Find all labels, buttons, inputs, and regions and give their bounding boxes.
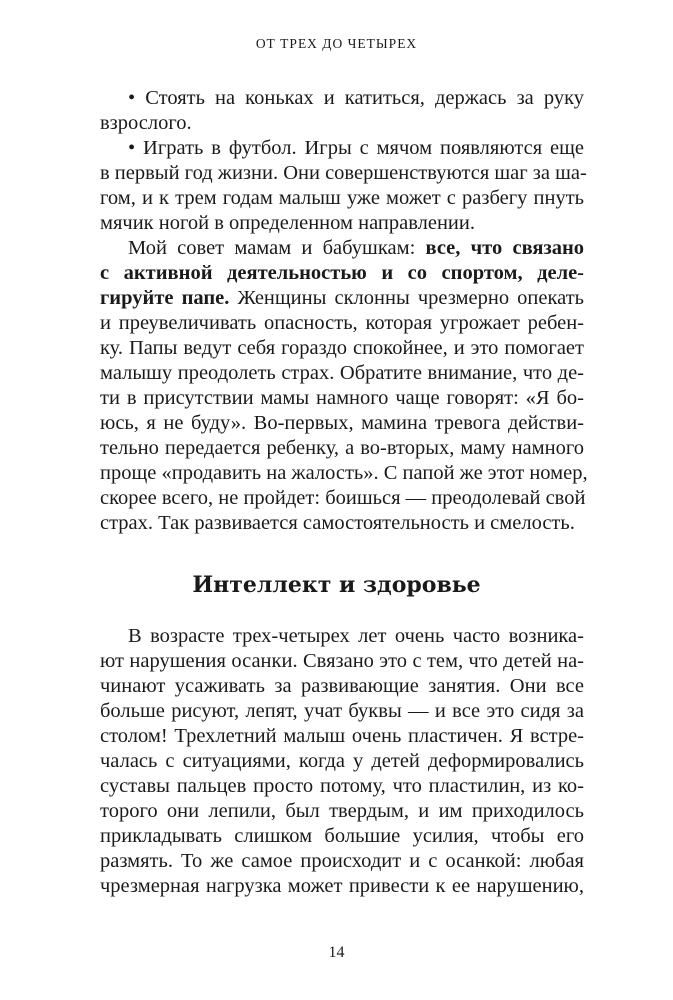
page-number: 14 xyxy=(328,944,345,961)
text-line: скорее всего, не пройдет: боишься — преодолевай свой xyxy=(100,487,586,509)
text-line: чрезмерная нагрузка может привести к ее нарушению, xyxy=(100,875,584,897)
text-line: чинают усаживать за развивающие занятия. Они все xyxy=(100,675,584,697)
text-line: страх. Так развивается самостоятельность и смелость. xyxy=(100,512,575,534)
text-line: чалась с ситуациями, когда у детей деформировались xyxy=(100,750,584,772)
text-line: мячик ногой в определенном направлении. xyxy=(100,212,475,234)
text-line-mixed xyxy=(100,236,584,261)
text-line: торого они лепили, был твердым, и им приходилось xyxy=(100,800,584,822)
text-run: Мой совет мамам и бабушкам: xyxy=(128,237,416,259)
section-heading: Интеллект и здоровье xyxy=(192,572,481,598)
text-line: столом! Трехлетний малыш очень пластичен. Я встре- xyxy=(100,725,584,747)
text-line: прикладывать слишком большие усилия, чтобы его xyxy=(100,825,584,847)
text-line: ти в присутствии мамы намного чаще говорят: «Я бо- xyxy=(100,387,584,409)
text-line: размять. То же самое происходит и с осанкой: любая xyxy=(100,850,584,872)
bold-text-line: с активной деятельностью и со спортом, деле- xyxy=(100,262,584,284)
text-line: суставы пальцев просто потому, что пластилин, из ко- xyxy=(100,775,584,797)
bold-text-run: все, что связано xyxy=(425,237,585,259)
text-run: Женщины склонны чрезмерно опекать xyxy=(237,287,585,309)
text-line: проще «продавить на жалость». С папой же этот номер, xyxy=(100,462,588,484)
text-line: • Играть в футбол. Игры с мячом появляются еще xyxy=(128,137,584,159)
text-line: ют нарушения осанки. Связано это с тем, что детей на- xyxy=(100,650,584,672)
text-line: в первый год жизни. Они совершенствуются шаг за ша- xyxy=(100,162,587,184)
text-line: гом, и к трем годам малыш уже может с разбегу пнуть xyxy=(100,187,584,209)
text-block-2 xyxy=(100,624,584,899)
text-line: тельно передается ребенку, а во-вторых, маму намного xyxy=(100,437,584,459)
running-header: ОТ ТРЕХ ДО ЧЕТЫРЕХ xyxy=(255,36,418,51)
text-line: В возрасте трех-четырех лет очень часто возника- xyxy=(128,625,584,647)
text-line: взрослого. xyxy=(100,112,192,134)
text-line: ку. Папы ведут себя гораздо спокойнее, и это помогает xyxy=(100,337,584,359)
text-line: юсь, я не буду». Во-первых, мамина тревога действи- xyxy=(100,412,584,434)
bold-text-run: гируйте папе. xyxy=(100,287,230,309)
text-line: и преувеличивать опасность, которая угрожает ребен- xyxy=(100,312,584,334)
text-line: малышу преодолеть страх. Обратите внимание, что де- xyxy=(100,362,584,384)
text-line: • Стоять на коньках и катиться, держась за руку xyxy=(128,87,584,109)
text-line-mixed xyxy=(100,286,584,311)
text-block-1 xyxy=(100,86,588,536)
text-line: больше рисуют, лепят, учат буквы — и все это сидя за xyxy=(100,700,584,722)
